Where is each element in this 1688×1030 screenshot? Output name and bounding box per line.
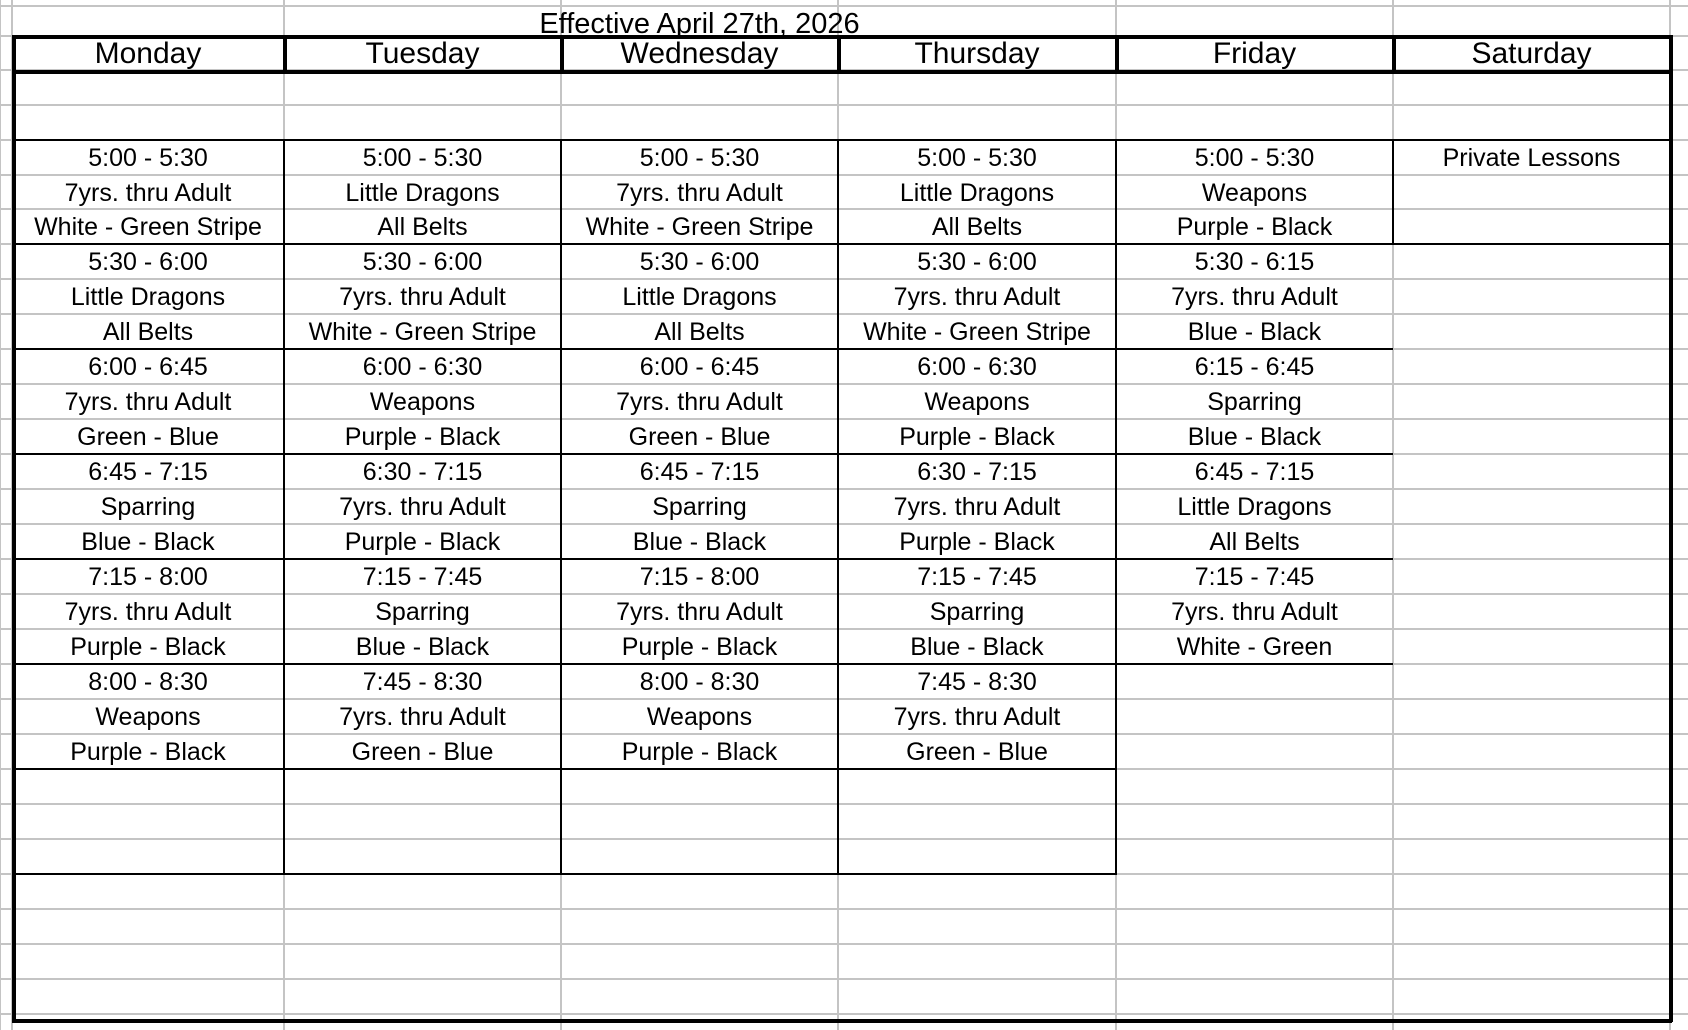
belt-range: All Belts bbox=[102, 318, 194, 346]
belt-range: All Belts bbox=[377, 213, 468, 241]
class-time: 7:45 - 8:30 bbox=[362, 668, 483, 696]
class-group: Sparring bbox=[1207, 388, 1302, 416]
class-group: 7yrs. thru Adult bbox=[616, 388, 783, 416]
belt-range: Purple - Black bbox=[344, 423, 501, 451]
belt-range: All Belts bbox=[654, 318, 745, 346]
border-horizontal bbox=[12, 139, 284, 141]
class-time: 6:15 - 6:45 bbox=[1194, 353, 1315, 381]
belt-range: Blue - Black bbox=[1187, 318, 1322, 346]
class-time: 8:00 - 8:30 bbox=[88, 668, 208, 696]
belt-range: White - Green Stripe bbox=[863, 318, 1091, 346]
gridline-horizontal bbox=[0, 104, 1688, 106]
class-time: 7:15 - 8:00 bbox=[88, 563, 208, 591]
gridline-horizontal bbox=[0, 838, 1688, 840]
belt-range: Blue - Black bbox=[1187, 423, 1322, 451]
belt-range: Purple - Black bbox=[344, 528, 501, 556]
class-time: 5:00 - 5:30 bbox=[639, 144, 760, 172]
class-group: 7yrs. thru Adult bbox=[1171, 598, 1338, 626]
class-group: Sparring bbox=[652, 493, 747, 521]
belt-range: Green - Blue bbox=[628, 423, 771, 451]
belt-range: Purple - Black bbox=[899, 423, 1055, 451]
class-time: 6:45 - 7:15 bbox=[639, 458, 760, 486]
class-time: 6:00 - 6:45 bbox=[88, 353, 208, 381]
day-header-saturday: Saturday bbox=[1471, 37, 1592, 70]
border-vertical bbox=[837, 769, 839, 875]
belt-range: Purple - Black bbox=[899, 528, 1055, 556]
border-horizontal bbox=[12, 1019, 1672, 1023]
class-group: Weapons bbox=[1201, 178, 1308, 207]
class-group: Little Dragons bbox=[345, 178, 500, 207]
belt-range: White - Green Stripe bbox=[585, 213, 814, 241]
class-group: Weapons bbox=[924, 388, 1030, 416]
border-vertical bbox=[1115, 769, 1117, 875]
class-group: Sparring bbox=[100, 493, 196, 521]
belt-range: All Belts bbox=[931, 213, 1023, 241]
class-group: 7yrs. thru Adult bbox=[616, 178, 783, 207]
border-horizontal bbox=[838, 139, 1116, 141]
class-time: Private Lessons bbox=[1442, 144, 1621, 172]
gridline-horizontal bbox=[0, 943, 1688, 945]
gridline-vertical bbox=[0, 0, 1, 1030]
belt-range: Blue - Black bbox=[632, 528, 767, 556]
gridline-horizontal bbox=[0, 1013, 1688, 1015]
border-horizontal bbox=[12, 70, 1672, 74]
day-header-wednesday: Wednesday bbox=[620, 37, 779, 70]
day-header-tuesday: Tuesday bbox=[365, 37, 480, 70]
class-group: 7yrs. thru Adult bbox=[893, 283, 1061, 311]
class-time: 5:30 - 6:15 bbox=[1194, 248, 1315, 276]
class-group: 7yrs. thru Adult bbox=[64, 598, 232, 626]
class-time: 6:45 - 7:15 bbox=[1194, 458, 1315, 486]
class-time: 5:00 - 5:30 bbox=[88, 144, 208, 172]
class-time: 7:15 - 7:45 bbox=[362, 563, 483, 591]
belt-range: Green - Blue bbox=[77, 423, 219, 451]
class-time: 5:00 - 5:30 bbox=[917, 144, 1037, 172]
belt-range: White - Green Stripe bbox=[34, 213, 262, 241]
class-time: 5:30 - 6:00 bbox=[639, 248, 760, 276]
belt-range: Purple - Black bbox=[621, 633, 778, 661]
class-group: 7yrs. thru Adult bbox=[893, 493, 1061, 521]
belt-range: Green - Blue bbox=[906, 738, 1048, 766]
class-time: 5:00 - 5:30 bbox=[1194, 144, 1315, 172]
class-group: Little Dragons bbox=[1177, 493, 1332, 521]
border-horizontal bbox=[561, 139, 838, 141]
effective-date-title: Effective April 27th, 2026 bbox=[539, 7, 860, 40]
class-group: 7yrs. thru Adult bbox=[339, 703, 506, 731]
class-time: 7:15 - 8:00 bbox=[639, 563, 760, 591]
belt-range: Purple - Black bbox=[621, 738, 778, 766]
gridline-horizontal bbox=[0, 908, 1688, 910]
class-time: 5:30 - 6:00 bbox=[88, 248, 208, 276]
belt-range: Blue - Black bbox=[910, 633, 1044, 661]
border-vertical bbox=[283, 769, 285, 875]
belt-range: All Belts bbox=[1209, 528, 1300, 556]
class-time: 8:00 - 8:30 bbox=[639, 668, 760, 696]
border-horizontal bbox=[1393, 243, 1670, 245]
class-group: Little Dragons bbox=[622, 283, 777, 311]
class-time: 6:45 - 7:15 bbox=[88, 458, 208, 486]
class-time: 7:15 - 7:45 bbox=[917, 563, 1037, 591]
gridline-horizontal bbox=[0, 803, 1688, 805]
class-time: 6:00 - 6:30 bbox=[917, 353, 1037, 381]
border-horizontal bbox=[1393, 139, 1670, 141]
belt-range: Purple - Black bbox=[70, 738, 226, 766]
class-group: 7yrs. thru Adult bbox=[339, 493, 506, 521]
class-group: Weapons bbox=[646, 703, 753, 731]
class-group: 7yrs. thru Adult bbox=[616, 598, 783, 626]
class-group: 7yrs. thru Adult bbox=[893, 703, 1061, 731]
border-horizontal bbox=[284, 139, 561, 141]
class-time: 6:00 - 6:30 bbox=[362, 353, 483, 381]
belt-range: Blue - Black bbox=[81, 528, 215, 556]
class-group: Sparring bbox=[375, 598, 470, 626]
class-group: Weapons bbox=[369, 388, 476, 416]
class-time: 5:30 - 6:00 bbox=[917, 248, 1037, 276]
border-vertical bbox=[560, 769, 562, 875]
class-time: 6:30 - 7:15 bbox=[917, 458, 1037, 486]
class-group: 7yrs. thru Adult bbox=[64, 388, 232, 416]
belt-range: White - Green bbox=[1176, 633, 1333, 661]
class-group: 7yrs. thru Adult bbox=[64, 178, 232, 207]
class-group: 7yrs. thru Adult bbox=[339, 283, 506, 311]
belt-range: Green - Blue bbox=[351, 738, 494, 766]
gridline-horizontal bbox=[0, 978, 1688, 980]
border-horizontal bbox=[1116, 139, 1393, 141]
belt-range: White - Green Stripe bbox=[308, 318, 537, 346]
belt-range: Purple - Black bbox=[1176, 213, 1333, 241]
class-time: 6:00 - 6:45 bbox=[639, 353, 760, 381]
belt-range: Purple - Black bbox=[70, 633, 226, 661]
class-group: Little Dragons bbox=[70, 283, 226, 311]
class-group: Little Dragons bbox=[899, 178, 1055, 207]
belt-range: Blue - Black bbox=[355, 633, 490, 661]
border-horizontal bbox=[12, 873, 1116, 875]
day-header-monday: Monday bbox=[94, 37, 202, 70]
day-header-thursday: Thursday bbox=[914, 37, 1040, 70]
class-group: Sparring bbox=[929, 598, 1025, 626]
border-vertical bbox=[1669, 70, 1673, 1022]
class-time: 7:45 - 8:30 bbox=[917, 668, 1037, 696]
class-group: 7yrs. thru Adult bbox=[1171, 283, 1338, 311]
day-header-friday: Friday bbox=[1212, 37, 1297, 70]
class-group: Weapons bbox=[95, 703, 201, 731]
class-time: 5:00 - 5:30 bbox=[362, 144, 483, 172]
class-time: 6:30 - 7:15 bbox=[362, 458, 483, 486]
class-time: 5:30 - 6:00 bbox=[362, 248, 483, 276]
class-time: 7:15 - 7:45 bbox=[1194, 563, 1315, 591]
